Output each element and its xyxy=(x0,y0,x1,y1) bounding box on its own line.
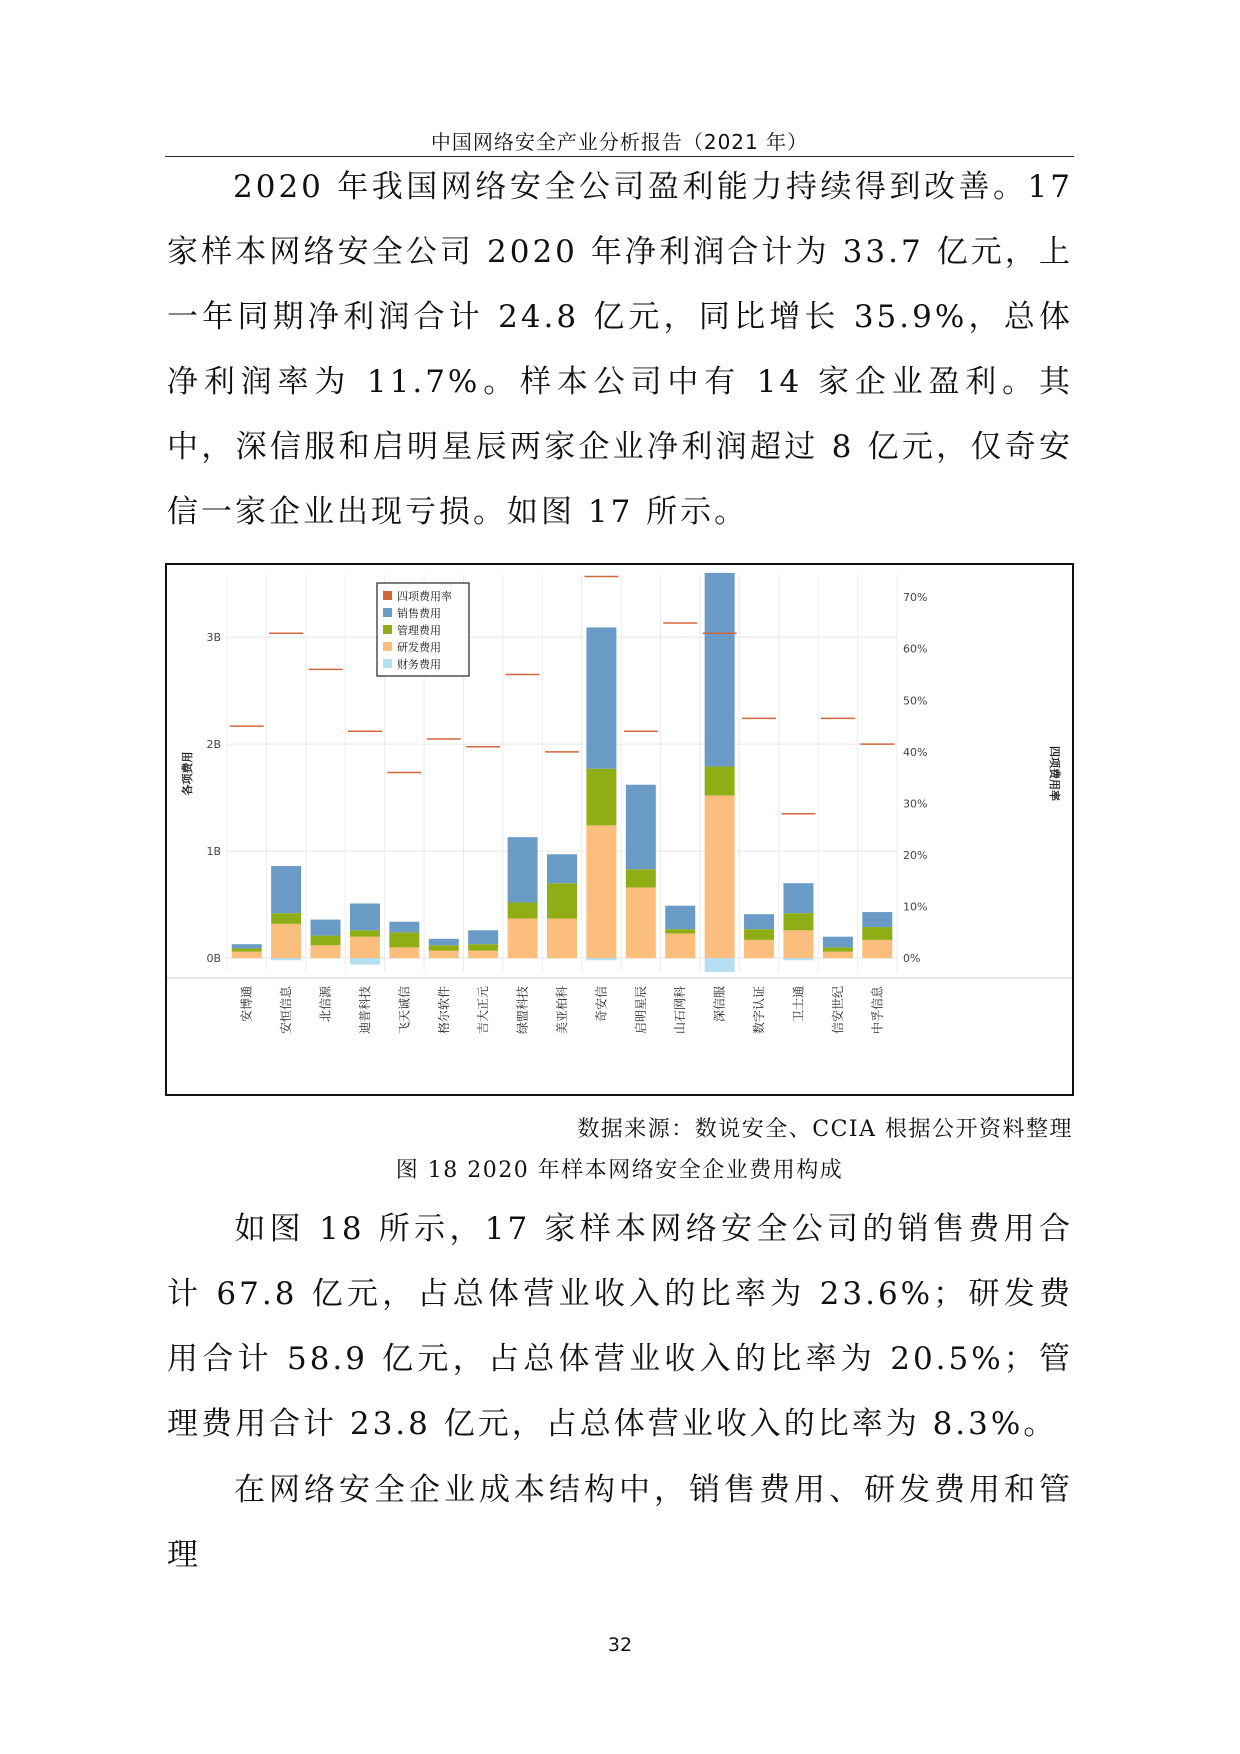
legend-label: 研发费用 xyxy=(397,641,441,654)
bar-管理费用 xyxy=(586,769,616,826)
bar-管理费用 xyxy=(508,902,538,918)
paragraph-profit xyxy=(167,155,1073,545)
x-category-label: 奇安信 xyxy=(594,986,609,1023)
legend-swatch xyxy=(383,659,392,668)
y-right-tick-label: 0% xyxy=(903,952,921,966)
expense-chart xyxy=(165,563,1074,1096)
bar-管理费用 xyxy=(389,932,419,947)
legend-swatch xyxy=(383,608,392,617)
legend-label: 四项费用率 xyxy=(397,590,452,603)
bar-销售费用 xyxy=(389,922,419,933)
legend-swatch xyxy=(383,642,392,651)
x-category-label: 吉大正元 xyxy=(476,986,491,1035)
bar-销售费用 xyxy=(350,904,380,931)
bar-研发费用 xyxy=(232,952,262,958)
y-right-tick-label: 60% xyxy=(903,642,928,656)
bar-研发费用 xyxy=(508,918,538,958)
bar-研发费用 xyxy=(311,945,341,958)
bar-研发费用 xyxy=(586,825,616,958)
x-category-label: 数字认证 xyxy=(752,986,767,1035)
bar-管理费用 xyxy=(783,913,813,930)
bar-销售费用 xyxy=(429,939,459,945)
bar-管理费用 xyxy=(350,930,380,936)
y-right-tick-label: 40% xyxy=(903,745,928,759)
y-right-tick-label: 70% xyxy=(903,591,928,605)
x-category-label: 迪普科技 xyxy=(357,986,372,1035)
y-left-tick-label: 0B xyxy=(206,952,221,966)
bar-管理费用 xyxy=(547,883,577,918)
bar-研发费用 xyxy=(350,937,380,958)
bar-销售费用 xyxy=(547,854,577,883)
bar-研发费用 xyxy=(783,930,813,958)
y-left-axis-title: 各项费用 xyxy=(181,751,194,796)
bar-管理费用 xyxy=(468,944,498,950)
bar-研发费用 xyxy=(665,933,695,958)
bar-研发费用 xyxy=(468,951,498,958)
bar-管理费用 xyxy=(665,929,695,933)
bar-销售费用 xyxy=(508,837,538,902)
bar-研发费用 xyxy=(744,940,774,958)
x-category-label: 中孚信息 xyxy=(870,986,885,1035)
y-left-tick-label: 2B xyxy=(206,738,221,752)
bar-财务费用 xyxy=(705,958,735,972)
paragraph-expenses xyxy=(167,1197,1073,1457)
bar-研发费用 xyxy=(823,952,853,958)
y-right-tick-label: 30% xyxy=(903,797,928,811)
bar-销售费用 xyxy=(271,866,301,913)
paragraph-expenses-text: 如图 18 所示，17 家样本网络安全公司的销售费用合计 67.8 亿元，占总体营业收入的比率为 23.6%；研发费用合计 58.9 亿元，占总体营业收入的比率为 20.5%；管理费用合计 23.8 亿元，占总体营业收入的比率为 8.3%。 xyxy=(167,1211,1073,1442)
bar-管理费用 xyxy=(232,948,262,951)
bar-销售费用 xyxy=(468,930,498,944)
y-left-tick-label: 1B xyxy=(206,845,221,859)
y-right-axis-title: 四项费用率 xyxy=(1048,746,1061,801)
bar-销售费用 xyxy=(665,906,695,930)
x-category-label: 深信服 xyxy=(712,986,727,1023)
bar-销售费用 xyxy=(626,785,656,870)
bar-财务费用 xyxy=(783,958,813,960)
bar-管理费用 xyxy=(705,767,735,796)
figure-source: 数据来源：数说安全、CCIA 根据公开资料整理 xyxy=(577,1117,1073,1142)
bar-研发费用 xyxy=(429,951,459,958)
legend-label: 销售费用 xyxy=(397,607,441,620)
bar-销售费用 xyxy=(232,944,262,948)
bar-管理费用 xyxy=(271,913,301,924)
x-category-label: 安恒信息 xyxy=(279,986,294,1035)
x-category-label: 安博通 xyxy=(239,986,254,1023)
x-category-label: 启明星辰 xyxy=(633,986,648,1035)
bar-财务费用 xyxy=(586,958,616,960)
legend-swatch xyxy=(383,591,392,600)
bar-管理费用 xyxy=(429,945,459,950)
expense-chart-svg xyxy=(167,565,1072,1094)
legend-swatch xyxy=(383,625,392,634)
bar-销售费用 xyxy=(862,912,892,927)
paragraph-cost-structure-text: 在网络安全企业成本结构中，销售费用、研发费用和管理 xyxy=(167,1472,1073,1573)
bar-财务费用 xyxy=(350,958,380,964)
x-category-label: 卫士通 xyxy=(791,986,806,1023)
x-category-label: 美亚柏科 xyxy=(555,986,569,1035)
bar-研发费用 xyxy=(271,924,301,958)
bar-管理费用 xyxy=(823,947,853,951)
bar-研发费用 xyxy=(547,918,577,958)
bar-销售费用 xyxy=(586,627,616,768)
y-left-tick-label: 3B xyxy=(206,631,221,645)
bar-研发费用 xyxy=(389,947,419,958)
paragraph-profit-text: 2020 年我国网络安全公司盈利能力持续得到改善。17 家样本网络安全公司 2020 年净利润合计为 33.7 亿元，上一年同期净利润合计 24.8 亿元，同比增长 35.9%，总体净利润率为 11.7%。样本公司中有 14 家企业盈利。其中，深信服和启明星辰两家企业净利润超过 8 亿元，仅奇安信一家企业出现亏损。如图 17 所示。 xyxy=(167,169,1073,530)
y-right-tick-label: 20% xyxy=(903,848,928,862)
figure-caption: 图 18 2020 年样本网络安全企业费用构成 xyxy=(395,1158,844,1183)
bar-研发费用 xyxy=(626,887,656,958)
legend-label: 管理费用 xyxy=(397,624,441,637)
paragraph-cost-structure xyxy=(167,1458,1073,1588)
bar-销售费用 xyxy=(783,883,813,913)
x-category-label: 绿盟科技 xyxy=(515,986,530,1035)
bar-销售费用 xyxy=(744,914,774,929)
bar-销售费用 xyxy=(705,573,735,767)
bar-管理费用 xyxy=(626,869,656,887)
bar-管理费用 xyxy=(862,927,892,940)
legend-label: 财务费用 xyxy=(397,658,441,671)
x-category-label: 飞天诚信 xyxy=(397,986,412,1035)
bar-研发费用 xyxy=(705,795,735,958)
y-right-tick-label: 50% xyxy=(903,694,928,708)
bar-管理费用 xyxy=(311,936,341,946)
bar-销售费用 xyxy=(823,937,853,948)
bar-管理费用 xyxy=(744,929,774,940)
x-category-label: 信安世纪 xyxy=(830,986,845,1035)
x-category-label: 格尔软件 xyxy=(436,986,451,1035)
y-right-tick-label: 10% xyxy=(903,900,928,914)
bar-销售费用 xyxy=(311,920,341,936)
page-number: 32 xyxy=(607,1634,633,1656)
x-category-label: 北信源 xyxy=(318,986,333,1023)
page-header: 中国网络安全产业分析报告（2021 年） xyxy=(430,130,809,154)
bar-财务费用 xyxy=(271,958,301,960)
x-category-label: 山石网科 xyxy=(673,986,688,1035)
bar-研发费用 xyxy=(862,940,892,958)
